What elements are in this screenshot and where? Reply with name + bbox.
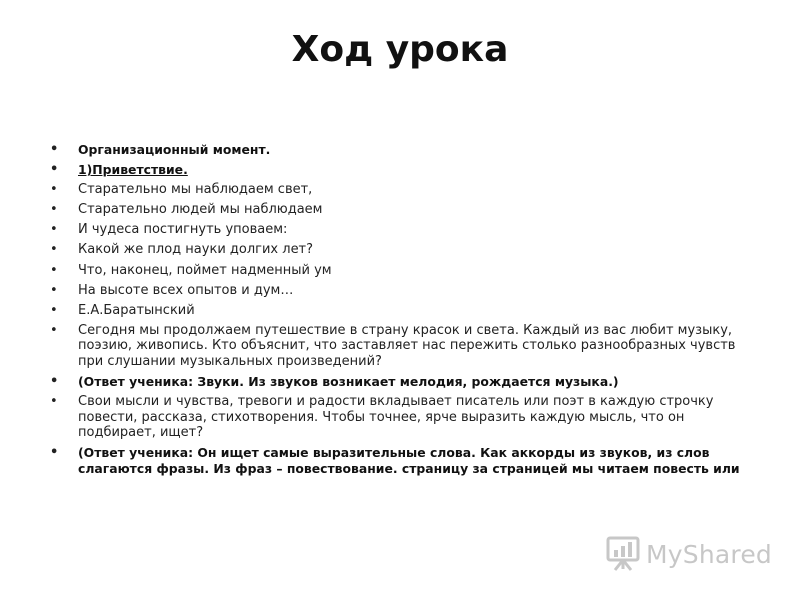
myshared-logo-icon: [606, 536, 640, 572]
bullet-item: • Старательно мы наблюдаем свет,: [78, 182, 758, 198]
bullet-item: • Старательно людей мы наблюдаем: [78, 202, 758, 218]
bullet-item: • Сегодня мы продолжаем путешествие в страну красок и света. Каждый из вас любит музыку, поэзию, живопись. Кто объяснит, что заставляет нас пережить столько разнообразных чувств при слушании музыкальных произведений?: [78, 323, 758, 370]
bullet-item: • На высоте всех опытов и дум…: [78, 283, 758, 299]
watermark: [606, 534, 772, 574]
bullet-item: • Свои мысли и чувства, тревоги и радости вкладывает писатель или поэт в каждую строчку повести, рассказа, стихотворения. Чтобы точнее, ярче выразить каждую мысль, что он подбирает, ищет?: [78, 394, 758, 441]
bullet-item: • Организационный момент.: [78, 142, 758, 158]
watermark-text: MyShared: [646, 539, 772, 569]
bullet-item: • (Ответ ученика: Звуки. Из звуков возникает мелодия, рождается музыка.): [78, 374, 758, 390]
bullet-item: • Е.А.Баратынский: [78, 303, 758, 319]
slide-title: Ход урока: [291, 29, 509, 70]
bullet-item: • (Ответ ученика: Он ищет самые выразительные слова. Как аккорды из звуков, из слов слагаются фразы. Из фраз – повествование. страницу за страницей мы читаем повесть или: [78, 445, 758, 476]
bullet-item-label: 1)Приветствие.: [78, 162, 188, 178]
bullet-item: • Какой же плод науки долгих лет?: [78, 242, 758, 258]
bullet-item: • И чудеса постигнуть уповаем:: [78, 222, 758, 238]
bullet-item: • Что, наконец, поймет надменный ум: [78, 263, 758, 279]
bullet-item: [78, 162, 758, 178]
bullet-list: [78, 142, 758, 481]
